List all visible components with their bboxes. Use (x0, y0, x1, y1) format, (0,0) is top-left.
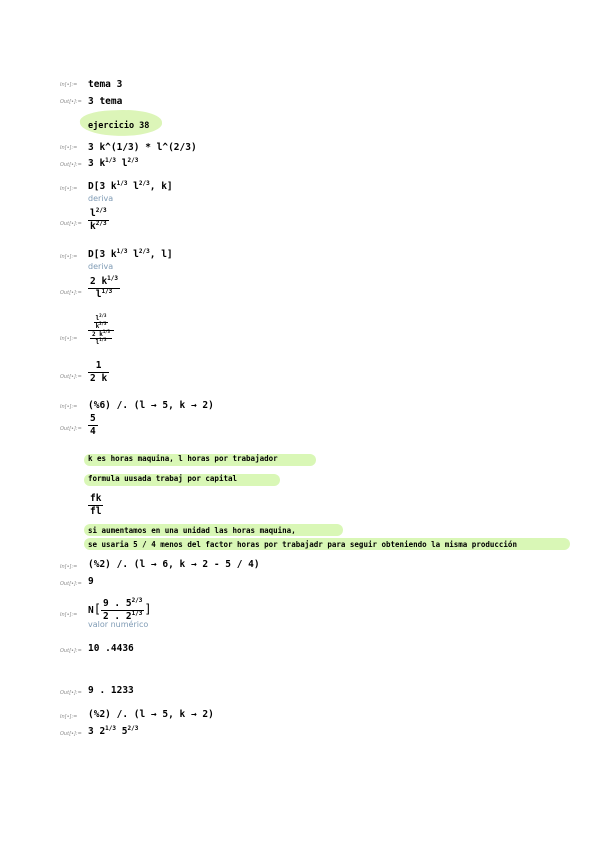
input-label: In[•]:= (60, 254, 78, 260)
input-label: In[•]:= (60, 145, 78, 151)
output-label: Out[•]:= (60, 581, 82, 587)
output-cell: 9 (88, 576, 94, 587)
note-text[interactable]: formula uusada trabaj por capital (88, 474, 238, 483)
input-label: In[•]:= (60, 612, 78, 618)
input-cell[interactable]: (%2) /. (l → 5, k → 2) (88, 709, 214, 720)
output-label: Out[•]:= (60, 290, 82, 296)
output-label: Out[•]:= (60, 374, 82, 380)
function-hint: deriva (88, 262, 114, 271)
function-hint: valor numérico (88, 620, 149, 629)
input-cell[interactable]: 3 k^(1/3) * l^(2/3) (88, 142, 197, 153)
note-text[interactable]: se usaria 5 / 4 menos del factor horas por trabajadr para seguir obteniendo la misma producción (88, 540, 517, 549)
output-cell: 3 $2^{1/3}$ $5^{2/3}$ (88, 725, 139, 737)
output-cell: 3 $k^{1/3}$ $l^{2/3}$ (88, 157, 139, 169)
input-label: In[•]:= (60, 186, 78, 192)
input-cell[interactable]: tema 3 (88, 79, 123, 90)
output-label: Out[•]:= (60, 162, 82, 168)
output-fraction: $\frac{5}{4}$ (90, 413, 96, 437)
note-fraction: $\frac{fk}{fl}$ (90, 493, 102, 517)
note-text[interactable]: si aumentamos en una unidad las horas maquina, (88, 526, 296, 535)
input-cell[interactable]: (%2) /. (l → 6, k → 2 - 5 / 4) (88, 559, 260, 570)
input-label: In[•]:= (60, 404, 78, 410)
input-cell[interactable]: (%6) /. (l → 5, k → 2) (88, 400, 214, 411)
output-fraction: $\frac{1}{2 k}$ (90, 360, 108, 384)
input-label: In[•]:= (60, 336, 78, 342)
output-label: Out[•]:= (60, 731, 82, 737)
output-fraction: $\frac{l^{2/3}}{k^{2/3}}$ (90, 207, 107, 232)
output-label: Out[•]:= (60, 648, 82, 654)
output-label: Out[•]:= (60, 99, 82, 105)
input-cell[interactable]: D[3 $k^{1/3}$ $l^{2/3}$, l] (88, 248, 173, 260)
input-label: In[•]:= (60, 82, 78, 88)
input-label: In[•]:= (60, 564, 78, 570)
output-cell: 3 tema (88, 96, 123, 107)
output-label: Out[•]:= (60, 426, 82, 432)
section-heading[interactable]: ejercicio 38 (88, 121, 150, 131)
output-cell: 9 . 1233 (88, 685, 134, 696)
input-cell[interactable]: D[3 $k^{1/3}$ $l^{2/3}$, k] (88, 180, 173, 192)
input-nested-fraction[interactable]: $\frac{\frac{l^{2/3}}{k^{2/3}}}{\frac{2 k^{1/3}}{l^{1/3}}}$ (88, 315, 114, 346)
note-text[interactable]: k es horas maquina, l horas por trabajador (88, 454, 278, 463)
output-cell: 10 .4436 (88, 643, 134, 654)
output-label: Out[•]:= (60, 690, 82, 696)
function-hint: deriva (88, 194, 114, 203)
input-cell[interactable]: N[ $\frac{9 . 5^{2/3}}{2 . 2^{1/3}}$ ] (88, 597, 152, 622)
output-fraction: $\frac{2 k^{1/3}}{l^{1/3}}$ (90, 275, 119, 300)
input-label: In[•]:= (60, 714, 78, 720)
output-label: Out[•]:= (60, 221, 82, 227)
